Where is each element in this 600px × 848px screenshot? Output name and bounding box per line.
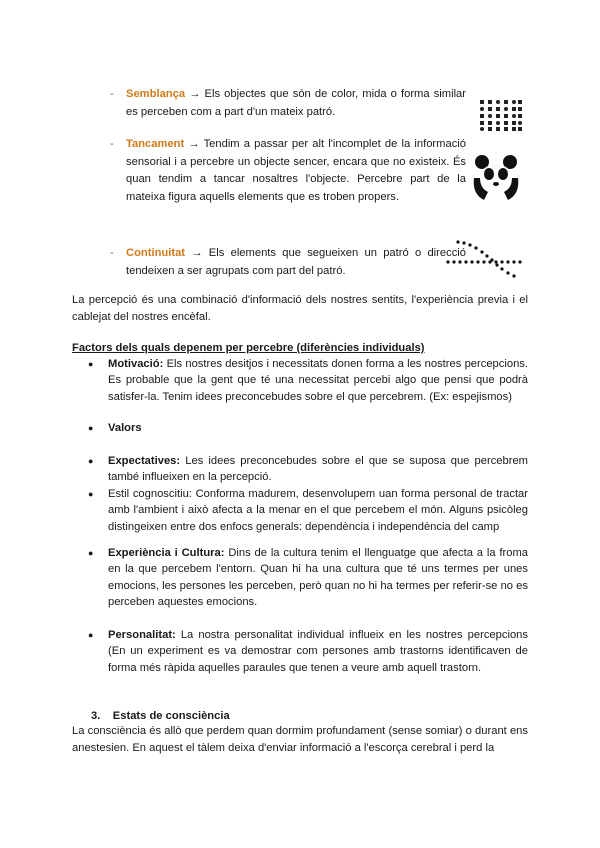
semblanca-text: Els objectes que són de color, mida o forma similar es perceben com a part d'un mateix patró. (126, 88, 467, 118)
bullet-icon: ● (88, 548, 94, 558)
factor-label: Motivació: (108, 358, 164, 370)
term-continuitat: Continuitat (126, 247, 186, 259)
section-title: Estats de consciència (112, 710, 230, 722)
list-item (88, 627, 528, 676)
tancament-text: Tendim a passar per alt l'incomplet de la informació sensorial i a percebre un objecte sencer, encara que no existeix. És quan tendim a tancar nosaltres l'objecte. Percebre part de la mateixa figura aquells elements que es troben propers. (126, 138, 466, 203)
continuitat-text: Els elements que segueixen un patró o direcció tendeixen a ser agrupats com part del patró. (126, 247, 467, 277)
factor-text: La nostra personalitat individual influeix en les nostres percepcions (En un experiment es va demostrar com persones amb trastorns identificaven de forma més ràpida aquelles paraules que tenen a veure amb aquell trastorn. (108, 629, 528, 674)
arrow: → (188, 138, 200, 150)
dash-marker: - (110, 88, 114, 100)
arrow: → (189, 88, 201, 100)
section-heading (91, 708, 230, 724)
section-number: 3. (91, 710, 101, 722)
bullet-icon: ● (88, 489, 94, 499)
similarity-pattern-figure (478, 98, 522, 132)
list-item (88, 356, 528, 405)
term-semblanca: Semblança (126, 88, 186, 100)
gestalt-tancament (110, 136, 466, 206)
factors-heading: Factors dels quals depenem per percebre (diferències individuals) (72, 342, 425, 354)
bullet-icon: ● (88, 359, 94, 369)
factor-text: Els nostres desitjos i necessitats donen forma a les nostres percepcions. Es probable que la gent que té una necessitat percebi algo que pensi que podrà satisfer-la. Tenim idees preconcebudes sobre el que percebrem. (Ex: espejismos) (108, 358, 528, 403)
list-item (88, 453, 528, 486)
gestalt-continuitat (110, 245, 467, 280)
section3-paragraph: La consciència és allò que perdem quan dormim profundament (sense somiar) o durant ens anestesien. En aquest el tàlem deixa d'enviar informació a l'escorça cerebral i perd la (72, 725, 528, 754)
dash-marker: - (110, 138, 114, 150)
gestalt-semblanca (110, 86, 467, 121)
factor-label: Valors (108, 422, 142, 434)
continuity-dots-figure (444, 236, 524, 280)
bullet-icon: ● (88, 423, 94, 433)
panda-closure-figure (470, 152, 522, 204)
term-tancament: Tancament (126, 138, 185, 150)
factor-text: Les idees preconcebudes sobre el que se suposa que percebrem també influeixen en la percepció. (108, 455, 528, 484)
dash-marker: - (110, 247, 114, 259)
arrow: → (191, 247, 203, 259)
intro-paragraph: La percepció és una combinació d'informació dels nostres sentits, l'experiència previa i el cablejat del nostres encèfal. (72, 294, 528, 323)
factor-label: Personalitat: (108, 629, 176, 641)
factor-text: Dins de la cultura tenim el llenguatge que afecta a la froma en la que percebem l'entorn. Quan hi ha una cultura que té uns termes per unes emocions, les persones les perceben, però quan no hi ha termes per referir-se no es perceben aquestes emocions. (108, 547, 528, 609)
bullet-icon: ● (88, 630, 94, 640)
list-item (88, 420, 528, 436)
factor-label: Experiència i Cultura: (108, 547, 225, 559)
factor-label: Expectatives: (108, 455, 181, 467)
factor-text: Estil cognoscitiu: Conforma madurem, desenvolupem uan forma personal de tractar amb l'ambient i això afecta a la menar en el que percebem el món. Alguns psicòleg distingeixen entre dos enfocs generals: dependència i independència del camp (108, 488, 528, 533)
bullet-icon: ● (88, 456, 94, 466)
list-item (88, 545, 528, 611)
list-item (88, 486, 528, 535)
